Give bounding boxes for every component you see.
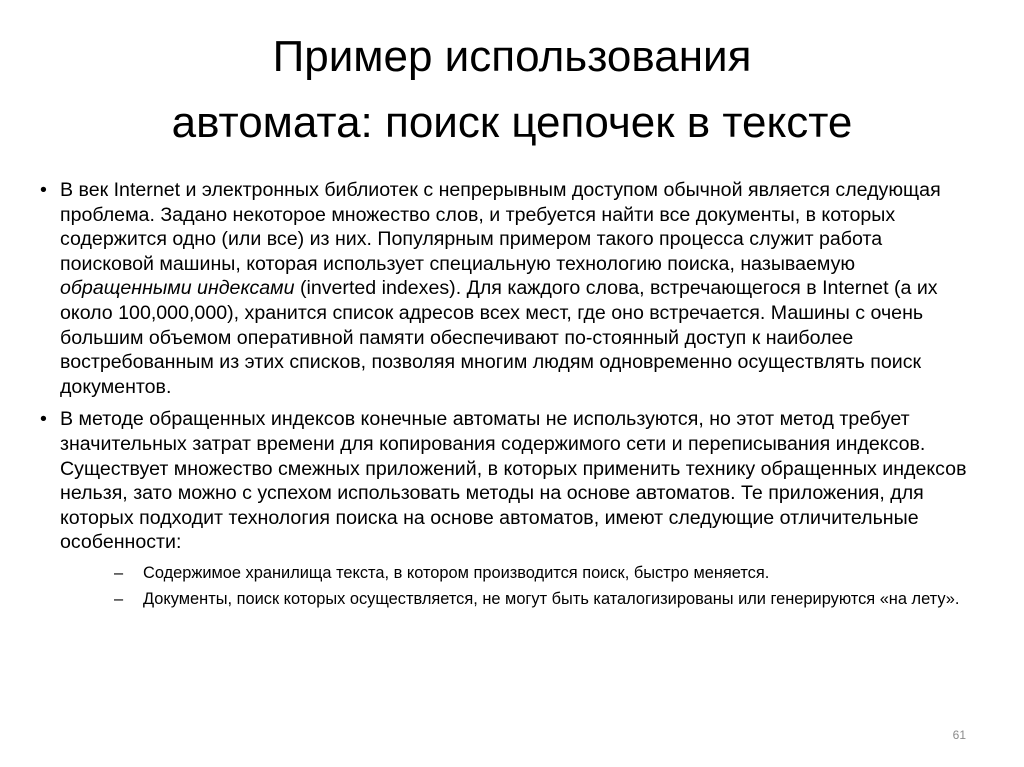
slide-title xyxy=(60,24,964,156)
sub-item-2-text: Документы, поиск которых осуществляется, не могут быть каталогизированы или генерируются «на лету». xyxy=(143,589,960,608)
slide-body xyxy=(40,178,970,615)
paragraph-1 xyxy=(40,178,970,399)
page-number: 61 xyxy=(952,728,966,742)
bullet-icon: • xyxy=(40,408,47,431)
bullet-icon: • xyxy=(40,179,47,201)
sub-item-2 xyxy=(40,589,970,609)
dash-icon: – xyxy=(114,589,124,608)
paragraph-1-emphasis: обращенными индексами xyxy=(60,277,295,300)
dash-icon: – xyxy=(114,563,124,582)
slide-title-line-2: автомата: поиск цепочек в тексте xyxy=(171,98,853,147)
paragraph-2 xyxy=(40,407,970,555)
sub-item-1-text: Содержимое хранилища текста, в котором производится поиск, быстро меняется. xyxy=(143,563,770,582)
slide-title-line-1: Пример использования xyxy=(272,32,752,81)
paragraph-1-text-after: (inverted indexes). Для каждого слова, встречающегося в Internet (а их около 100,000,000), хранится список адресов всех мест, где оно встречается. Машины с очень большим объемом оперативной памяти обеспечивают по-стоянный доступ к наиболее востребованным из этих списков, позволяя многим людям одновременно осуществлять поиск документов. xyxy=(60,277,938,398)
sub-item-1 xyxy=(40,563,970,583)
paragraph-2-text: В методе обращенных индексов конечные автоматы не используются, но этот метод требует значительных затрат времени для копирования содержимого сети и переписывания индексов. Существует множество смежных приложений, в которых применить технику обращенных индексов нельзя, зато можно с успехом использовать методы на основе автоматов. Те приложения, для которых подходит технология поиска на основе автоматов, имеют следующие отличительные особенности: xyxy=(60,408,967,554)
paragraph-1-text-before: В век Internet и электронных библиотек с непрерывным доступом обычной является следующая проблема. Задано некоторое множество слов, и требуется найти все документы, в которых содержится одно (или все) из них. Популярным примером такого процесса служит работа поисковой машины, которая использует специальную технологию поиска, называемую xyxy=(60,179,941,275)
